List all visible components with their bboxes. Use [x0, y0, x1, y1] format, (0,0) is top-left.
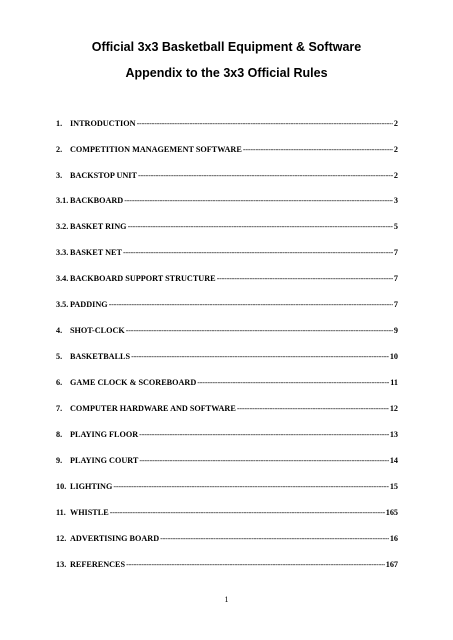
toc-dot-leader [197, 378, 389, 387]
toc-entry-number: 7. [56, 404, 63, 413]
toc-entry-number: 11. [56, 508, 66, 517]
toc-dot-leader [131, 352, 389, 361]
toc-entry-label: REFERENCES [70, 560, 126, 569]
toc-dot-leader [139, 456, 388, 465]
toc-entry-page: 7 [393, 274, 398, 283]
toc-dot-leader [160, 534, 389, 543]
toc-dot-leader [113, 482, 388, 491]
toc-entry-computer-hardware-software[interactable] [56, 404, 398, 416]
toc-entry-page: 2 [393, 119, 398, 128]
toc-entry-basketballs[interactable] [56, 352, 398, 364]
toc-entry-number: 8. [56, 430, 63, 439]
toc-entry-introduction[interactable] [56, 119, 398, 131]
toc-entry-number: 3. [56, 171, 63, 180]
toc-dot-leader [217, 274, 393, 283]
toc-entry-backboard-support-structure[interactable] [56, 274, 398, 286]
toc-entry-label: PADDING [70, 300, 108, 309]
toc-entry-advertising-board[interactable] [56, 534, 398, 546]
toc-entry-basket-ring[interactable] [56, 222, 398, 234]
toc-entry-page: 7 [393, 300, 398, 309]
toc-entry-label: PLAYING FLOOR [70, 430, 139, 439]
toc-entry-game-clock-scoreboard[interactable] [56, 378, 398, 390]
toc-dot-leader [237, 404, 389, 413]
toc-entry-number: 12. [56, 534, 67, 543]
toc-entry-number: 5. [56, 352, 63, 361]
toc-entry-number: 1. [56, 119, 63, 128]
toc-dot-leader [123, 248, 393, 257]
toc-entry-label: WHISTLE [70, 508, 109, 517]
toc-entry-page: 3 [393, 196, 398, 205]
toc-dot-leader [137, 119, 393, 128]
toc-entry-number: 3.1. [56, 196, 69, 205]
toc-entry-number: 6. [56, 378, 63, 387]
document-subtitle: Appendix to the 3x3 Official Rules [125, 66, 328, 80]
toc-entry-label: BASKET NET [70, 248, 122, 257]
toc-entry-number: 2. [56, 145, 63, 154]
toc-entry-number: 10. [56, 482, 67, 491]
toc-entry-page: 2 [393, 171, 398, 180]
toc-entry-label: LIGHTING [70, 482, 113, 491]
toc-entry-lighting[interactable] [56, 482, 398, 494]
document-title: Official 3x3 Basketball Equipment & Software [91, 40, 362, 54]
toc-entry-number: 13. [56, 560, 67, 569]
toc-entry-shot-clock[interactable] [56, 326, 398, 338]
toc-entry-backboard[interactable] [56, 196, 398, 208]
toc-entry-number: 4. [56, 326, 63, 335]
toc-entry-page: 11 [390, 378, 398, 387]
toc-entry-page: 165 [385, 508, 398, 517]
toc-entry-label: PLAYING COURT [70, 456, 139, 465]
toc-entry-padding[interactable] [56, 300, 398, 312]
toc-entry-label: GAME CLOCK & SCOREBOARD [70, 378, 197, 387]
toc-entry-label: BACKSTOP UNIT [70, 171, 137, 180]
toc-entry-page: 12 [389, 404, 398, 413]
toc-dot-leader [126, 326, 393, 335]
toc-entry-page: 167 [385, 560, 398, 569]
toc-entry-page: 10 [389, 352, 398, 361]
toc-entry-page: 15 [389, 482, 398, 491]
toc-entry-label: SHOT-CLOCK [70, 326, 125, 335]
toc-dot-leader [109, 300, 393, 309]
toc-dot-leader [139, 430, 389, 439]
toc-entry-playing-floor[interactable] [56, 430, 398, 442]
toc-entry-playing-court[interactable] [56, 456, 398, 468]
toc-entry-label: BACKBOARD SUPPORT STRUCTURE [70, 274, 216, 283]
toc-entry-number: 3.4. [56, 274, 69, 283]
toc-entry-label: BASKET RING [70, 222, 127, 231]
toc-dot-leader [138, 171, 393, 180]
toc-entry-page: 13 [389, 430, 398, 439]
toc-entry-label: COMPETITION MANAGEMENT SOFTWARE [70, 145, 242, 154]
toc-entry-label: BASKETBALLS [70, 352, 131, 361]
toc-entry-number: 3.2. [56, 222, 69, 231]
toc-entry-page: 5 [393, 222, 398, 231]
toc-dot-leader [110, 508, 385, 517]
toc-entry-page: 2 [393, 145, 398, 154]
toc-entry-label: INTRODUCTION [70, 119, 136, 128]
toc-entry-number: 3.3. [56, 248, 69, 257]
toc-entry-page: 7 [393, 248, 398, 257]
toc-dot-leader [126, 560, 385, 569]
toc-entry-label: BACKBOARD [70, 196, 124, 205]
toc-entry-number: 3.5. [56, 300, 69, 309]
toc-entry-backstop-unit[interactable] [56, 171, 398, 183]
toc-entry-number: 9. [56, 456, 63, 465]
toc-entry-label: ADVERTISING BOARD [70, 534, 160, 543]
toc-dot-leader [243, 145, 393, 154]
toc-entry-page: 16 [389, 534, 398, 543]
toc-entry-competition-management-software[interactable] [56, 145, 398, 157]
toc-entry-page: 9 [393, 326, 398, 335]
page-number: 1 [224, 595, 229, 604]
toc-entry-page: 14 [389, 456, 398, 465]
toc-entry-basket-net[interactable] [56, 248, 398, 260]
toc-entry-label: COMPUTER HARDWARE AND SOFTWARE [70, 404, 236, 413]
toc-entry-whistle[interactable] [56, 508, 398, 520]
toc-entry-references[interactable] [56, 560, 398, 572]
toc-dot-leader [124, 196, 393, 205]
toc-dot-leader [128, 222, 393, 231]
